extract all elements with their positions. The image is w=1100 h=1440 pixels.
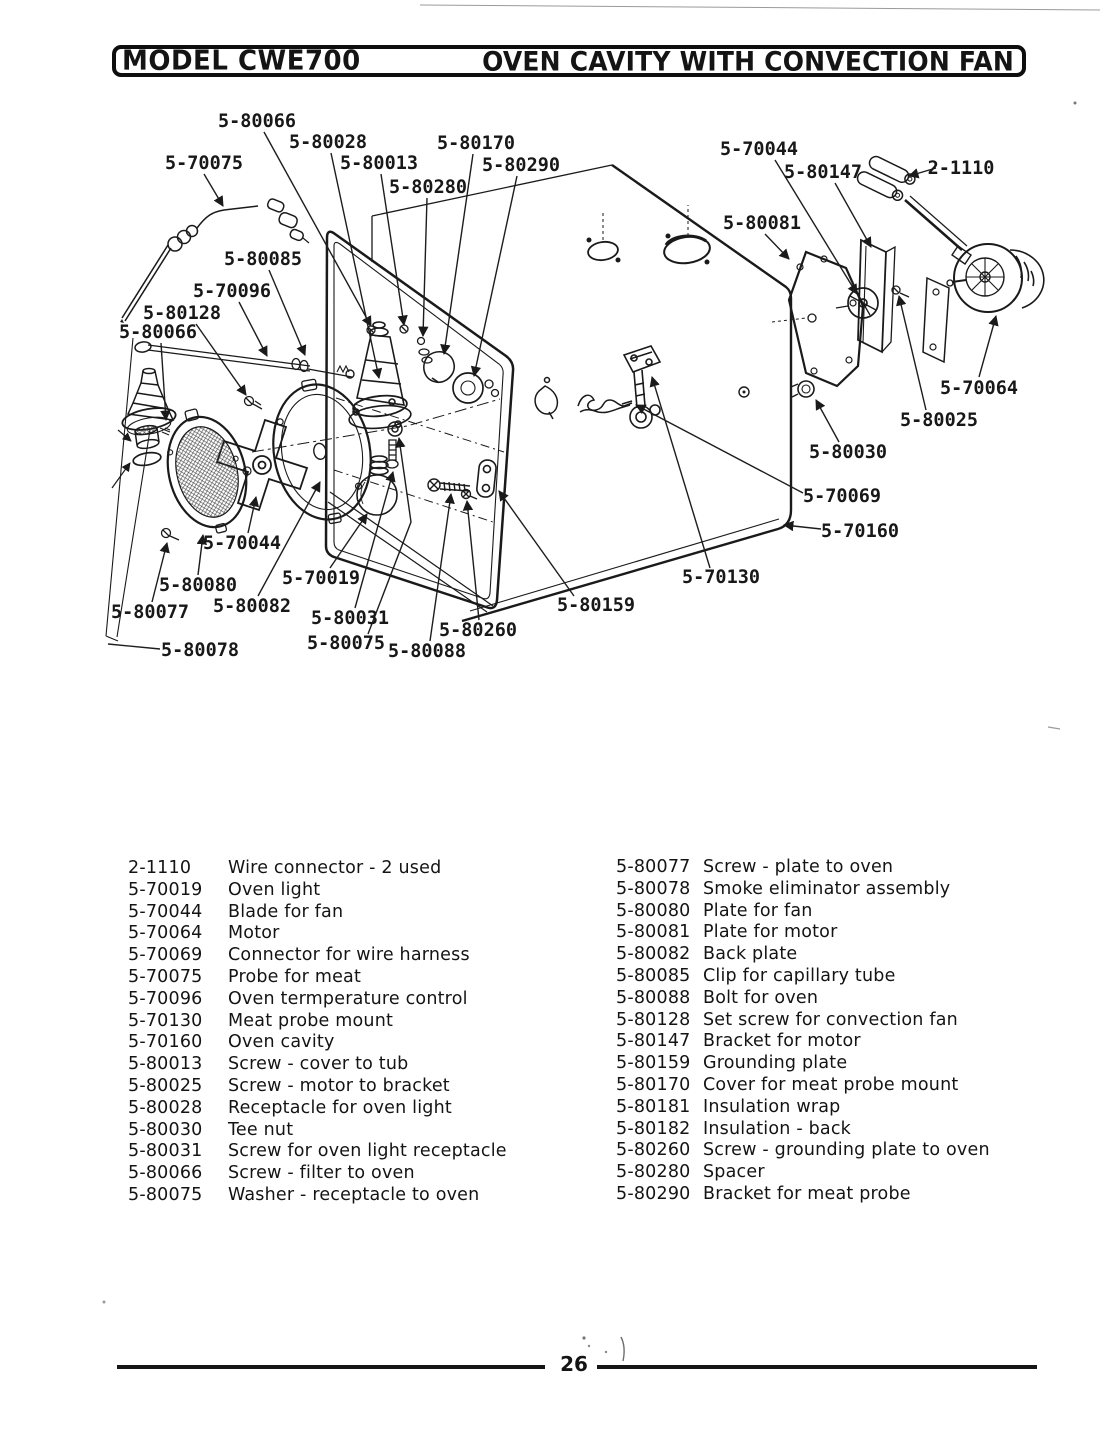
- part-row: [128, 1163, 507, 1185]
- leader-line: [204, 174, 223, 206]
- part-row: [616, 944, 990, 966]
- model-label: MODEL CWE700: [122, 45, 361, 77]
- part-number: 5-70044: [128, 901, 203, 922]
- footer-rule-right: [597, 1365, 1037, 1369]
- part-callout-5-80030: 5-80030: [809, 442, 887, 463]
- part-description: Screw - cover to tub: [228, 1054, 409, 1075]
- part-description: Connector for wire harness: [228, 945, 470, 966]
- part-number: 5-80025: [128, 1075, 203, 1096]
- part-callout-5-80075: 5-80075: [307, 633, 385, 654]
- part-callout-5-80088: 5-80088: [388, 641, 466, 662]
- part-callout-5-80280: 5-80280: [389, 177, 467, 198]
- part-description: Screw - motor to bracket: [228, 1075, 450, 1096]
- part-number: 5-70160: [128, 1032, 203, 1053]
- leader-line: [248, 497, 256, 533]
- part-callout-5-80031: 5-80031: [311, 608, 389, 629]
- part-callout-5-80066: 5-80066: [218, 111, 296, 132]
- part-row: [616, 1140, 990, 1162]
- part-description: Washer - receptacle to oven: [228, 1184, 480, 1205]
- parts-list-right-column: [616, 857, 990, 1206]
- part-callout-5-70069: 5-70069: [803, 486, 881, 507]
- part-row: [128, 902, 507, 924]
- part-description: Oven termperature control: [228, 988, 468, 1009]
- part-callout-5-70130: 5-70130: [682, 567, 760, 588]
- part-number: 5-70075: [128, 966, 203, 987]
- part-number: 5-80280: [616, 1162, 691, 1183]
- part-row: [616, 1119, 990, 1141]
- motor-screw: [892, 286, 909, 297]
- parts-list-left-column: [128, 858, 507, 1207]
- leader-line: [196, 324, 246, 395]
- part-row: [616, 1097, 990, 1119]
- part-row: [128, 1011, 507, 1033]
- meat-probe-cover: [424, 352, 454, 382]
- leader-line: [784, 525, 821, 529]
- part-callout-5-70075: 5-70075: [165, 153, 243, 174]
- part-row: [128, 1185, 507, 1207]
- part-row: [616, 1010, 990, 1032]
- leader-line: [474, 176, 517, 376]
- part-description: Grounding plate: [703, 1053, 848, 1074]
- part-description: Bolt for oven: [703, 987, 819, 1008]
- part-description: Probe for meat: [228, 966, 362, 987]
- part-row: [616, 922, 990, 944]
- part-number: 5-80170: [616, 1074, 691, 1095]
- part-description: Screw - filter to oven: [228, 1163, 415, 1184]
- footer-rule-left: [117, 1365, 545, 1369]
- part-description: Back plate: [703, 944, 798, 965]
- part-number: 5-80147: [616, 1031, 691, 1052]
- part-number: 5-70019: [128, 879, 203, 900]
- part-description: Set screw for convection fan: [703, 1009, 958, 1030]
- part-callout-5-80080: 5-80080: [159, 575, 237, 596]
- wire-harness-connector: [535, 378, 632, 420]
- part-row: [616, 966, 990, 988]
- leader-line: [652, 377, 710, 568]
- meat-probe-bracket: [453, 373, 499, 403]
- leader-line: [899, 296, 926, 410]
- leader-line: [269, 270, 305, 355]
- part-callout-5-70044: 5-70044: [203, 533, 281, 554]
- part-callout-5-80159: 5-80159: [557, 595, 635, 616]
- part-row: [128, 1098, 507, 1120]
- page-title: OVEN CAVITY WITH CONVECTION FAN: [482, 45, 1014, 77]
- leader-line: [239, 302, 267, 356]
- part-callout-2-1110: 2-1110: [927, 158, 995, 179]
- leader-line: [423, 198, 427, 336]
- part-callout-5-80128: 5-80128: [143, 303, 221, 324]
- oven-light-receptacle: [348, 322, 412, 431]
- part-number: 5-80290: [616, 1183, 691, 1204]
- part-description: Blade for fan: [228, 901, 344, 922]
- part-row: [128, 989, 507, 1011]
- part-number: 5-70130: [128, 1010, 203, 1031]
- part-row: [616, 879, 990, 901]
- part-number: 5-80077: [616, 857, 691, 877]
- motor-cable: [905, 196, 971, 264]
- part-description: Receptacle for oven light: [228, 1097, 452, 1118]
- part-description: Bracket for meat probe: [703, 1183, 911, 1204]
- part-number: 5-70069: [128, 945, 203, 966]
- part-description: Screw - grounding plate to oven: [703, 1140, 990, 1161]
- part-number: 5-80159: [616, 1053, 691, 1074]
- part-number: 5-80085: [616, 965, 691, 986]
- convection-fan-hub: [836, 288, 878, 318]
- part-row: [128, 945, 507, 967]
- part-description: Insulation wrap: [703, 1096, 841, 1117]
- wire-connectors: [855, 153, 917, 205]
- part-number: 5-80030: [128, 1119, 203, 1140]
- leader-line: [108, 644, 160, 649]
- part-callout-5-80170: 5-80170: [437, 133, 515, 154]
- leader-line: [430, 494, 451, 641]
- part-row: [616, 1184, 990, 1206]
- part-description: Clip for capillary tube: [703, 965, 896, 986]
- part-number: 5-80028: [128, 1097, 203, 1118]
- motor: [947, 244, 1044, 312]
- part-callout-5-80147: 5-80147: [784, 162, 862, 183]
- part-description: Insulation - back: [703, 1118, 851, 1139]
- leader-line: [979, 316, 996, 377]
- part-row: [616, 1162, 990, 1184]
- motor-channel: [923, 278, 949, 362]
- leader-line: [636, 405, 803, 493]
- part-callout-5-80025: 5-80025: [900, 410, 978, 431]
- leader-line: [835, 183, 871, 247]
- part-description: Tee nut: [228, 1119, 294, 1140]
- part-row: [128, 1120, 507, 1142]
- grounding-screw: [462, 490, 478, 500]
- part-number: 5-80081: [616, 922, 691, 943]
- part-callout-5-70019: 5-70019: [282, 568, 360, 589]
- part-description: Wire connector - 2 used: [228, 858, 442, 878]
- part-number: 5-80181: [616, 1096, 691, 1117]
- leader-line: [816, 400, 839, 442]
- part-number: 5-80182: [616, 1118, 691, 1139]
- part-number: 2-1110: [128, 858, 192, 878]
- part-callout-5-80066: 5-80066: [119, 322, 197, 343]
- part-callout-5-70044: 5-70044: [720, 139, 798, 160]
- part-description: Meat probe mount: [228, 1010, 394, 1031]
- part-number: 5-80260: [616, 1140, 691, 1161]
- part-callout-5-80078: 5-80078: [161, 640, 239, 661]
- part-description: Screw for oven light receptacle: [228, 1141, 507, 1162]
- part-callout-5-80260: 5-80260: [439, 620, 517, 641]
- part-row: [128, 1054, 507, 1076]
- page-header: [112, 45, 1026, 77]
- part-number: 5-80128: [616, 1009, 691, 1030]
- part-callout-5-80013: 5-80013: [340, 153, 418, 174]
- part-description: Screw - plate to oven: [703, 857, 894, 877]
- part-row: [128, 1076, 507, 1098]
- part-description: Oven cavity: [228, 1032, 335, 1053]
- part-callout-5-80082: 5-80082: [213, 596, 291, 617]
- tee-nut: [791, 381, 814, 397]
- part-description: Cover for meat probe mount: [703, 1074, 959, 1095]
- part-callout-5-80081: 5-80081: [723, 213, 801, 234]
- page-number: 26: [560, 1352, 588, 1376]
- part-number: 5-80013: [128, 1054, 203, 1075]
- part-number: 5-80031: [128, 1141, 203, 1162]
- leader-line: [499, 491, 574, 596]
- part-number: 5-80080: [616, 900, 691, 921]
- capillary-tube: [134, 341, 354, 378]
- part-callout-5-80077: 5-80077: [111, 602, 189, 623]
- part-description: Smoke eliminator assembly: [703, 878, 951, 899]
- part-row: [616, 988, 990, 1010]
- part-row: [128, 858, 507, 880]
- part-row: [128, 1141, 507, 1163]
- part-row: [616, 1053, 990, 1075]
- part-callout-5-70160: 5-70160: [821, 521, 899, 542]
- part-row: [616, 901, 990, 923]
- part-number: 5-80078: [616, 878, 691, 899]
- grounding-plate: [476, 459, 497, 498]
- part-row: [128, 880, 507, 902]
- part-row: [616, 1075, 990, 1097]
- part-number: 5-80066: [128, 1163, 203, 1184]
- part-number: 5-70064: [128, 923, 203, 944]
- part-description: Motor: [228, 923, 280, 944]
- part-row: [128, 923, 507, 945]
- part-description: Plate for fan: [703, 900, 813, 921]
- motor-plate: [772, 252, 863, 386]
- part-callout-5-80290: 5-80290: [482, 155, 560, 176]
- part-description: Oven light: [228, 879, 321, 900]
- part-callout-5-70096: 5-70096: [193, 281, 271, 302]
- part-description: Plate for motor: [703, 922, 838, 943]
- part-number: 5-80075: [128, 1184, 203, 1205]
- part-row: [616, 857, 990, 879]
- part-callout-5-80028: 5-80028: [289, 132, 367, 153]
- part-row: [616, 1031, 990, 1053]
- back-plate: [262, 372, 382, 531]
- part-number: 5-80082: [616, 944, 691, 965]
- leader-line: [765, 234, 789, 259]
- part-number: 5-80088: [616, 987, 691, 1008]
- part-row: [128, 1032, 507, 1054]
- part-description: Bracket for motor: [703, 1031, 861, 1052]
- part-description: Spacer: [703, 1162, 765, 1183]
- oven-bolt: [428, 479, 470, 491]
- part-callout-5-70064: 5-70064: [940, 378, 1018, 399]
- part-callout-5-80085: 5-80085: [224, 249, 302, 270]
- part-number: 5-70096: [128, 988, 203, 1009]
- part-row: [128, 967, 507, 989]
